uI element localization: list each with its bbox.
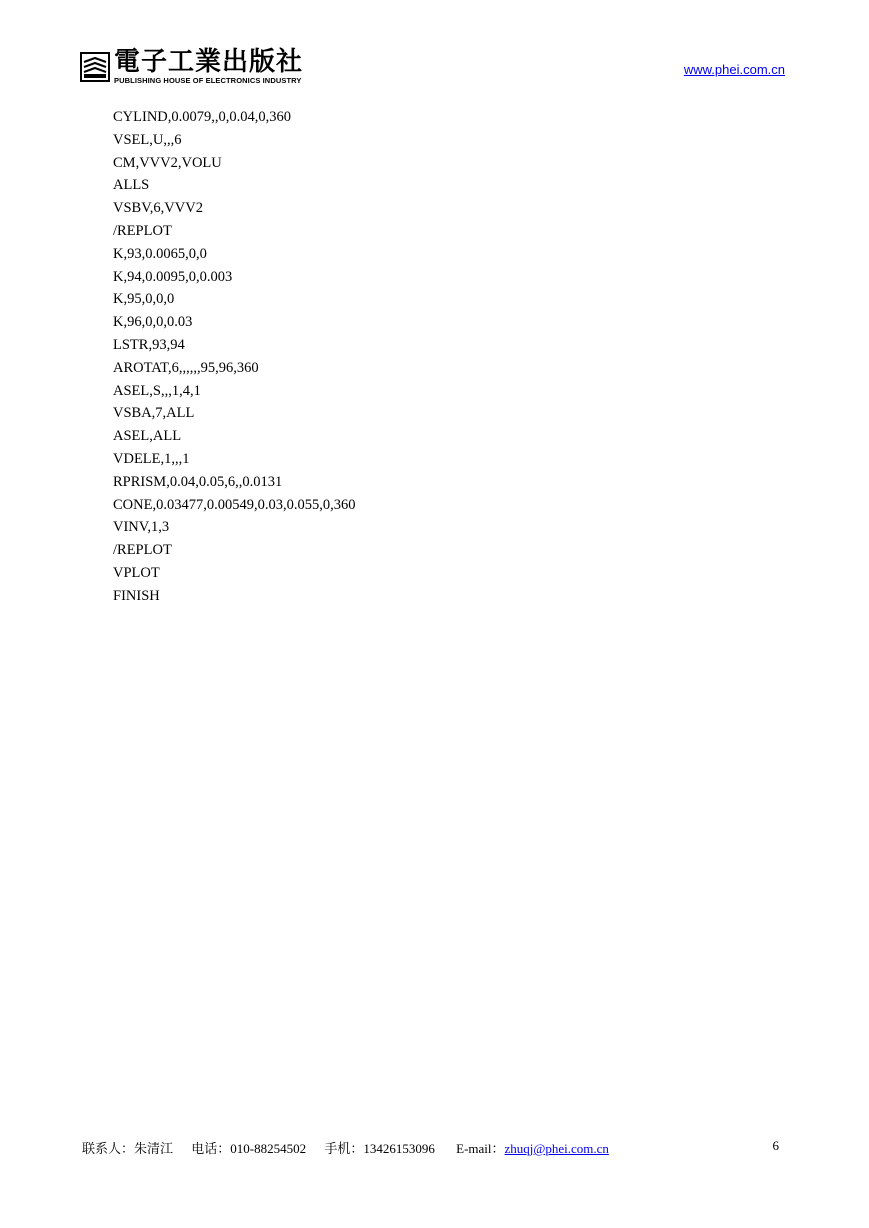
- footer-email: [456, 1138, 609, 1157]
- footer-contact: 联系人：朱清江: [82, 1141, 174, 1156]
- publisher-logo: [80, 47, 304, 86]
- code-line: VDELE,1,,,1: [113, 450, 190, 467]
- code-line: VSBA,7,ALL: [113, 405, 195, 422]
- code-line: K,94,0.0095,0,0.003: [113, 268, 233, 285]
- code-line: VSBV,6,VVV2: [113, 200, 203, 217]
- code-line: ASEL,ALL: [113, 428, 182, 445]
- code-line: RPRISM,0.04,0.05,6,,0.0131: [113, 473, 283, 490]
- footer-phone: 电话：010-88254502: [191, 1141, 307, 1156]
- code-line: K,95,0,0,0: [113, 291, 175, 308]
- code-line: LSTR,93,94: [113, 336, 185, 353]
- logo-english-name: PUBLISHING HOUSE OF ELECTRONICS INDUSTRY: [114, 76, 302, 85]
- code-line: ALLS: [113, 177, 150, 194]
- footer-mobile: 手机：13426153096: [324, 1141, 435, 1156]
- website-link[interactable]: www.phei.com.cn: [683, 62, 785, 77]
- logo-chinese-name: 電子工業出版社: [114, 47, 304, 77]
- page-header: [80, 47, 785, 86]
- code-line: VINV,1,3: [113, 519, 170, 536]
- code-line: CYLIND,0.0079,,0,0.04,0,360: [113, 109, 292, 125]
- code-line: /REPLOT: [113, 222, 172, 239]
- command-listing: [113, 106, 355, 608]
- code-line: ASEL,S,,,1,4,1: [113, 382, 201, 399]
- email-link[interactable]: zhuqj@phei.com.cn: [504, 1141, 609, 1156]
- page-number: 6: [772, 1138, 779, 1153]
- code-line: CM,VVV2,VOLU: [113, 154, 222, 171]
- footer-email-label: E-mail：: [456, 1141, 505, 1156]
- code-line: AROTAT,6,,,,,,95,96,360: [113, 359, 259, 376]
- code-line: VPLOT: [113, 564, 160, 581]
- code-line: /REPLOT: [113, 542, 172, 559]
- code-line: FINISH: [113, 587, 160, 604]
- code-line: K,93,0.0065,0,0: [113, 245, 207, 262]
- code-line: CONE,0.03477,0.00549,0.03,0.055,0,360: [113, 496, 356, 513]
- code-line: VSEL,U,,,6: [113, 131, 182, 148]
- code-line: K,96,0,0,0.03: [113, 314, 193, 331]
- page-footer: [82, 1138, 779, 1156]
- book-stack-icon: [80, 52, 110, 82]
